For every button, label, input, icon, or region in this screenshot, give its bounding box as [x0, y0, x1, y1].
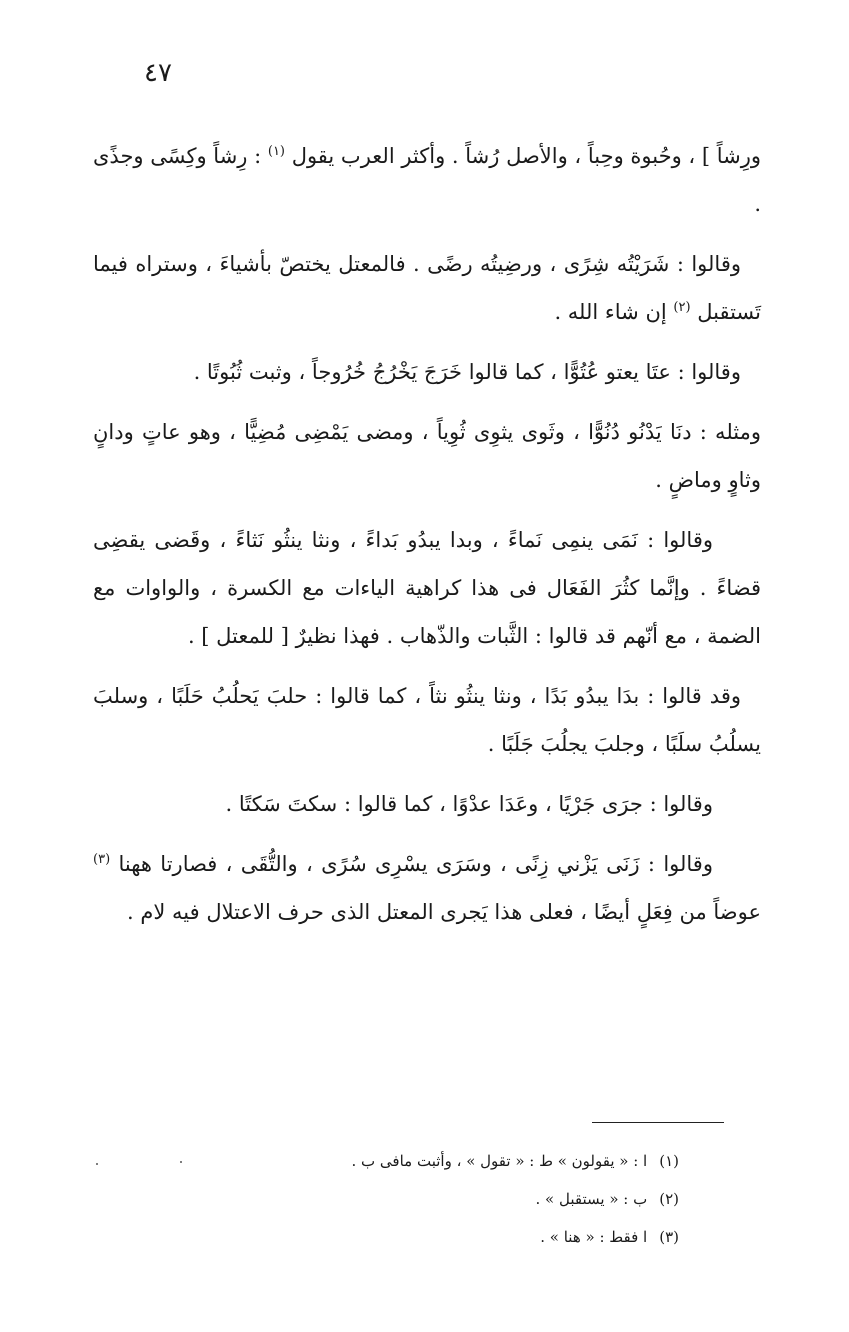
footnote-text: ا : « يقولون » ط : « تقول » ، وأثبت مافى ب .	[351, 1152, 648, 1170]
paragraph-2-text-a: وقالوا : شَرَيْتُه شِرًى ، ورضِيتُه رضًى . فالمعتل يختصّ بأشياءَ ، وستراه فيما تَستقبل	[93, 252, 761, 324]
footnote-2	[159, 1180, 679, 1218]
footnote-text: ا فقط : « هنا » .	[540, 1228, 648, 1246]
paragraph-5: وقالوا : نَمَى ينمِى نَماءً ، وبدا يبدُو بَداءً ، ونثا ينثُو نَثاءً ، وقَضى يقضِى قضاءً . وإنَّما كثُرَ الفَعَال فى هذا كراهية الياءات مع الكسرة ، والواوات مع الضمة ، مع أنّهم قد قالوا : الثَّبات والذّهاب . فهذا نظيرٌ [ للمعتل ] .	[93, 528, 761, 648]
paragraph-4: ومثله : دنَا يَدْنُو دُنُوًّا ، وثَوى يثوِى ثُوِياً ، ومضى يَمْضِى مُضِيًّا ، وهو عاتٍ ودانٍ وثاوٍ وماضٍ .	[93, 420, 761, 492]
paragraph-1	[93, 132, 761, 228]
paragraph-7: وقالوا : جرَى جَرْيًا ، وعَدَا عدْوًا ، كما قالوا : سكتَ سَكتًا .	[225, 792, 713, 816]
page-number: ٤٧	[144, 58, 172, 88]
scan-speck	[96, 1163, 98, 1165]
paragraph-2-text-b: إن شاء الله .	[554, 300, 674, 324]
paragraph-8-text-a: وقالوا : زَنَى يَزْني زِنًى ، وسَرَى يسْرِى سُرًى ، والتُّقَى ، فصارتا ههنا	[118, 852, 713, 876]
paragraph-3: وقالوا : عتَا يعتو عُتُوًّا ، كما قالوا خَرَجَ يَخْرُجُ خُرُوجاً ، وثبت ثُبُوتًا .	[193, 360, 741, 384]
footnotes	[159, 1142, 679, 1256]
footnote-number: (٣)	[659, 1228, 679, 1246]
footnote-ref-1: (١)	[267, 144, 285, 159]
paragraph-2	[93, 240, 761, 336]
footnote-1	[159, 1142, 679, 1180]
footnote-number: (١)	[659, 1152, 679, 1170]
footnote-divider	[592, 1122, 724, 1123]
footnote-ref-2: (٢)	[673, 300, 691, 315]
paragraph-6: وقد قالوا : بدَا يبدُو بَدًا ، ونثا ينثُو نثاً ، كما قالوا : حلبَ يَحلُبُ حَلَبًا ، وسلبَ يسلُبُ سلَبًا ، وجلبَ يجلُبَ جَلَبًا .	[93, 684, 761, 756]
paragraph-1-text-a: ورِشاً ] ، وحُبوة وحِباً ، والأصل رُشاً . وأكثر العرب يقول	[291, 144, 761, 168]
paragraph-8	[93, 840, 761, 936]
footnote-ref-3: (٣)	[93, 852, 111, 867]
scan-speck	[180, 1161, 182, 1163]
main-text	[93, 132, 761, 948]
footnote-3	[159, 1218, 679, 1256]
paragraph-8-text-b: عوضاً من فِعَلٍ أيضًا ، فعلى هذا يَجرى المعتل الذى حرف الاعتلال فيه لام .	[127, 900, 761, 924]
footnote-text: ب : « يستقبل » .	[535, 1190, 648, 1208]
footnote-number: (٢)	[659, 1190, 679, 1208]
paragraph-1-text-b: : رِشاً وكِسًى وجذًى .	[92, 144, 761, 216]
